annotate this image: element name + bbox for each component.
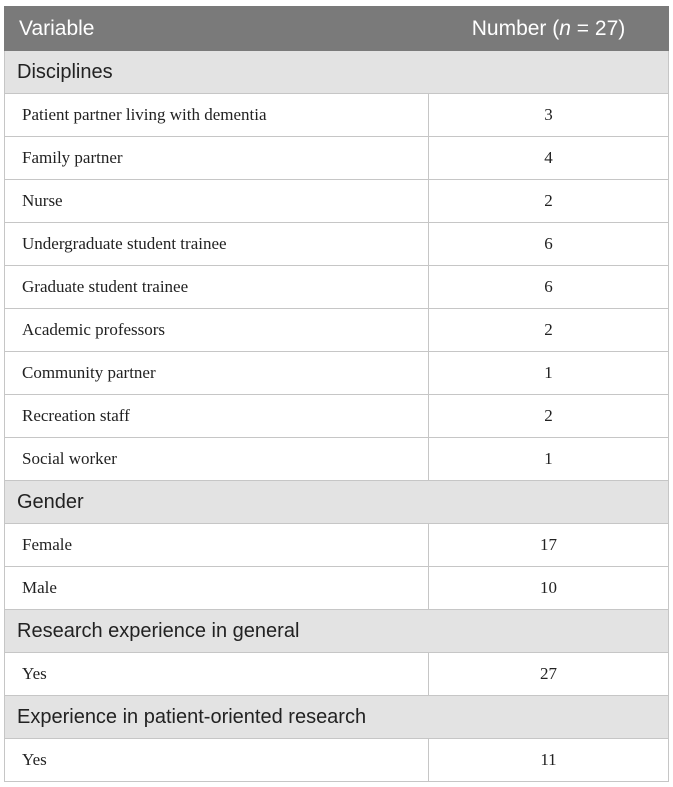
section-title: Experience in patient-oriented research <box>5 696 669 739</box>
row-label: Community partner <box>5 352 429 395</box>
row-value: 2 <box>429 395 669 438</box>
table-row <box>5 137 669 180</box>
row-label: Female <box>5 524 429 567</box>
section-row <box>5 696 669 739</box>
table-row <box>5 266 669 309</box>
row-value: 6 <box>429 266 669 309</box>
row-value: 27 <box>429 653 669 696</box>
demographics-table <box>4 6 669 782</box>
row-label: Social worker <box>5 438 429 481</box>
table-row <box>5 524 669 567</box>
row-label: Academic professors <box>5 309 429 352</box>
row-label: Graduate student trainee <box>5 266 429 309</box>
row-label: Recreation staff <box>5 395 429 438</box>
section-title: Disciplines <box>5 51 669 94</box>
section-row <box>5 610 669 653</box>
section-row <box>5 481 669 524</box>
row-value: 1 <box>429 352 669 395</box>
section-title: Research experience in general <box>5 610 669 653</box>
row-label: Undergraduate student trainee <box>5 223 429 266</box>
row-value: 4 <box>429 137 669 180</box>
section-row <box>5 51 669 94</box>
row-label: Family partner <box>5 137 429 180</box>
row-value: 11 <box>429 739 669 782</box>
row-value: 17 <box>429 524 669 567</box>
row-label: Patient partner living with dementia <box>5 94 429 137</box>
table-body <box>5 51 669 782</box>
row-value: 10 <box>429 567 669 610</box>
table-row <box>5 567 669 610</box>
table-row <box>5 94 669 137</box>
table-row <box>5 653 669 696</box>
table-row <box>5 352 669 395</box>
number-column-header: Number (n = 27) <box>429 7 669 51</box>
row-label: Nurse <box>5 180 429 223</box>
row-value: 6 <box>429 223 669 266</box>
table-header <box>5 7 669 51</box>
table-row <box>5 223 669 266</box>
variable-column-header: Variable <box>5 7 429 51</box>
row-value: 1 <box>429 438 669 481</box>
table-row <box>5 180 669 223</box>
row-label: Yes <box>5 739 429 782</box>
table-row <box>5 309 669 352</box>
table-row <box>5 395 669 438</box>
section-title: Gender <box>5 481 669 524</box>
table-row <box>5 739 669 782</box>
table-row <box>5 438 669 481</box>
row-value: 2 <box>429 309 669 352</box>
row-label: Yes <box>5 653 429 696</box>
row-value: 2 <box>429 180 669 223</box>
row-label: Male <box>5 567 429 610</box>
row-value: 3 <box>429 94 669 137</box>
